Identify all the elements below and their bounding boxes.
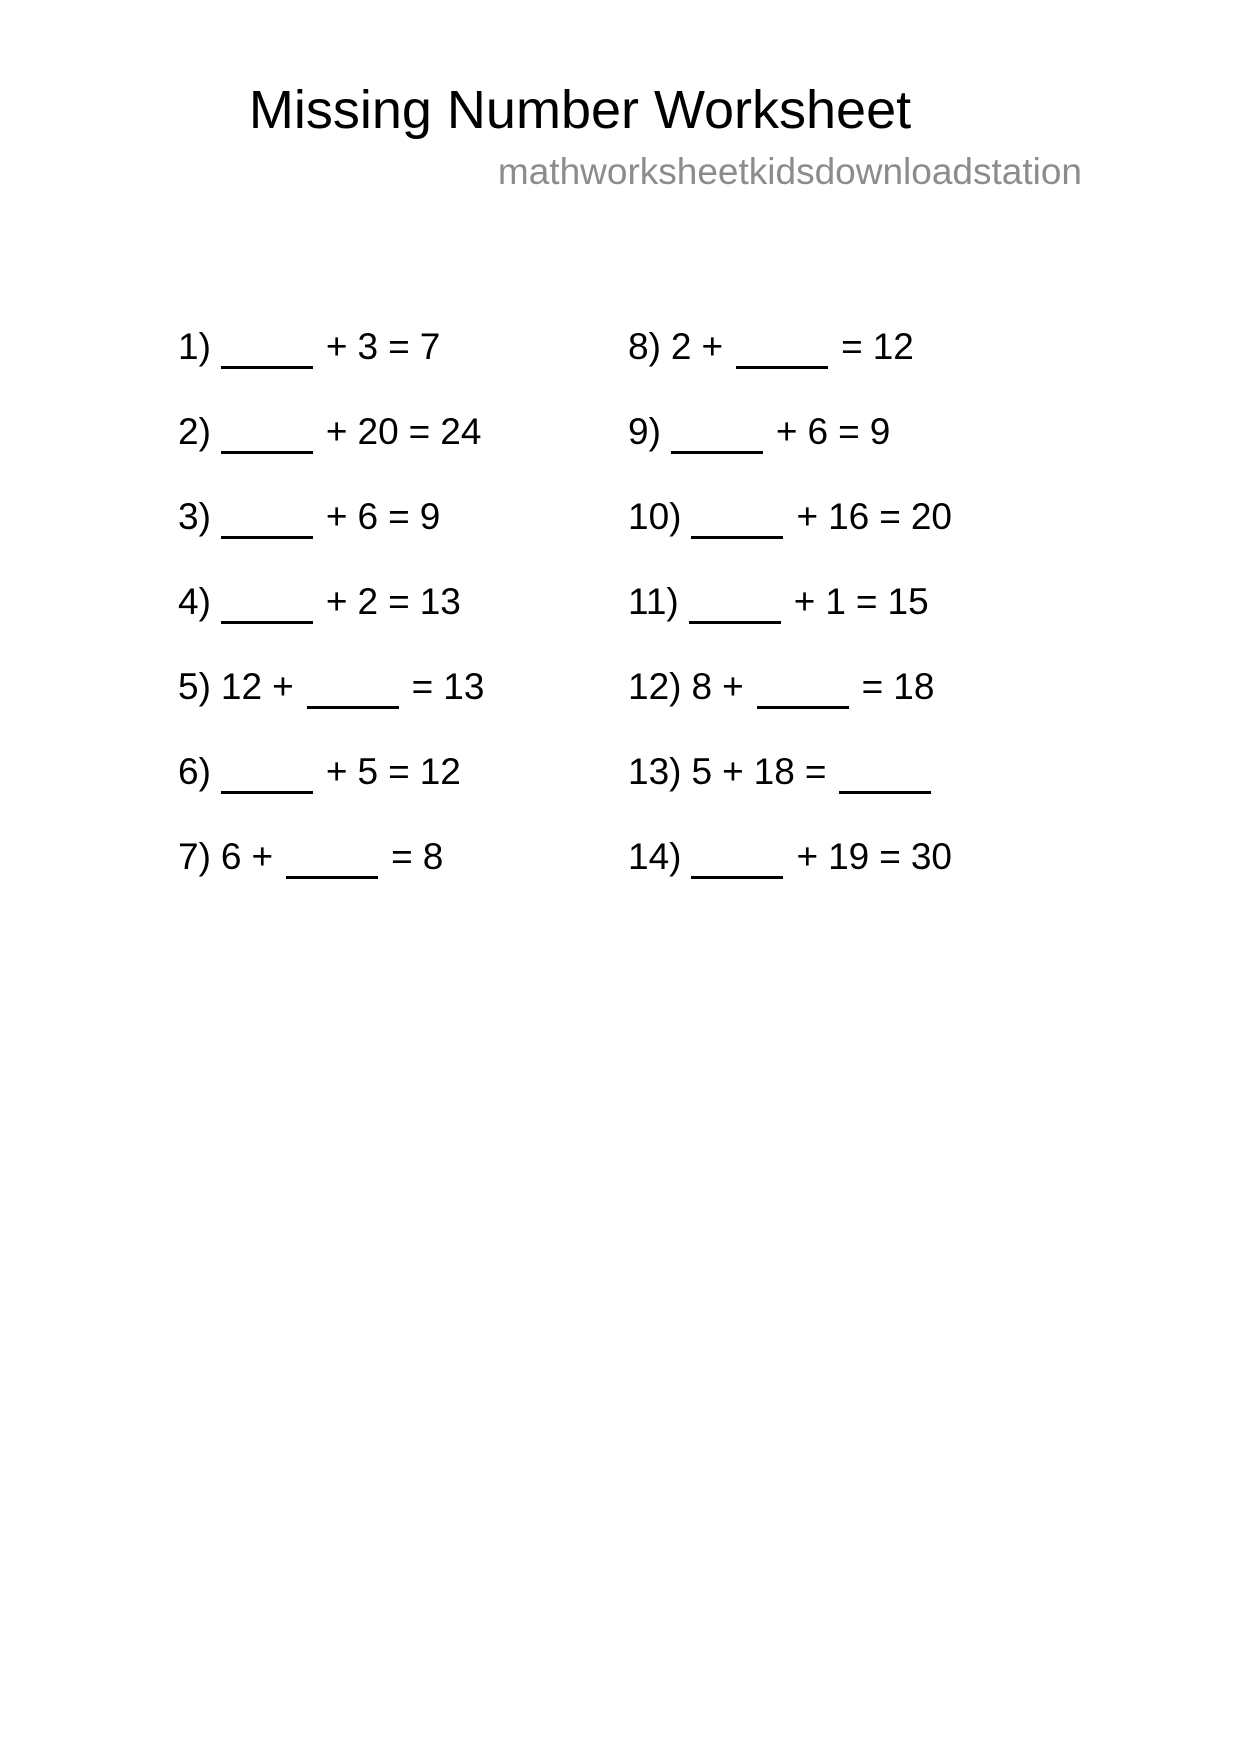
operator-symbol: + — [325, 411, 348, 452]
first-addend-value: 8 — [691, 666, 713, 707]
result-value: 13 — [419, 581, 461, 622]
problem-number: 5) — [178, 666, 211, 707]
problem-number: 14) — [628, 836, 682, 877]
answer-blank[interactable] — [689, 595, 781, 624]
equals-symbol: = — [388, 496, 410, 537]
answer-blank[interactable] — [286, 850, 378, 879]
equals-symbol: = — [879, 836, 901, 877]
addend-value: 18 — [753, 751, 795, 792]
answer-blank[interactable] — [221, 510, 313, 539]
addend-value: 3 — [357, 326, 379, 367]
site-watermark: mathworksheetkidsdownloadstation — [497, 150, 1082, 192]
operator-symbol: + — [775, 411, 798, 452]
first-addend-value: 6 — [220, 836, 242, 877]
equals-symbol: = — [804, 751, 827, 792]
problem-number: 13) — [628, 751, 682, 792]
addend-value: 16 — [828, 496, 870, 537]
answer-blank[interactable] — [307, 680, 399, 709]
answer-blank[interactable] — [757, 680, 849, 709]
answer-blank[interactable] — [736, 340, 828, 369]
problem-row — [628, 304, 1078, 389]
operator-symbol: + — [325, 326, 348, 367]
equals-symbol: = — [388, 751, 410, 792]
addend-value: 6 — [807, 411, 829, 452]
result-value: 12 — [872, 326, 914, 367]
problem-number: 3) — [178, 496, 211, 537]
result-value: 9 — [419, 496, 441, 537]
problem-number: 11) — [628, 581, 679, 622]
page-title: Missing Number Worksheet — [248, 80, 912, 140]
problem-number: 4) — [178, 581, 211, 622]
result-value: 18 — [893, 666, 935, 707]
equals-symbol: = — [411, 666, 434, 707]
equals-symbol: = — [838, 411, 860, 452]
operator-symbol: + — [325, 496, 348, 537]
problem-row — [628, 389, 1078, 474]
problem-row — [628, 559, 1078, 644]
result-value: 7 — [419, 326, 441, 367]
problem-number: 8) — [628, 326, 661, 367]
result-value: 9 — [869, 411, 891, 452]
problem-row — [178, 389, 628, 474]
result-value: 30 — [910, 836, 953, 877]
addend-value: 5 — [357, 751, 379, 792]
answer-blank[interactable] — [221, 340, 313, 369]
answer-blank[interactable] — [221, 425, 313, 454]
equals-symbol: = — [841, 326, 863, 367]
answer-blank[interactable] — [221, 595, 313, 624]
operator-symbol: + — [325, 751, 348, 792]
problem-row — [178, 474, 628, 559]
left-column — [178, 304, 628, 899]
problem-number: 10) — [628, 496, 682, 537]
answer-blank[interactable] — [221, 765, 313, 794]
first-addend-value: 5 — [691, 751, 713, 792]
addend-value: 2 — [357, 581, 379, 622]
right-column — [628, 304, 1078, 899]
result-value: 12 — [419, 751, 461, 792]
first-addend-value: 2 — [670, 326, 692, 367]
operator-symbol: + — [325, 581, 348, 622]
operator-symbol: + — [251, 836, 274, 877]
problem-row — [178, 304, 628, 389]
equals-symbol: = — [879, 496, 901, 537]
problem-row — [178, 644, 628, 729]
first-addend-value: 12 — [220, 666, 263, 707]
problem-row — [628, 644, 1078, 729]
problem-number: 2) — [178, 411, 211, 452]
addend-value: 6 — [357, 496, 379, 537]
answer-blank[interactable] — [839, 765, 931, 794]
problem-row — [178, 814, 628, 899]
result-value: 20 — [910, 496, 953, 537]
operator-symbol: + — [272, 666, 294, 707]
result-value: 13 — [443, 666, 485, 707]
problem-row — [628, 729, 1078, 814]
operator-symbol: + — [722, 751, 744, 792]
problem-number: 7) — [178, 836, 211, 877]
answer-blank[interactable] — [671, 425, 763, 454]
problem-number: 1) — [178, 326, 211, 367]
operator-symbol: + — [793, 581, 816, 622]
operator-symbol: + — [796, 836, 819, 877]
addend-value: 1 — [825, 581, 846, 622]
problem-row — [178, 729, 628, 814]
equals-symbol: = — [861, 666, 884, 707]
operator-symbol: + — [722, 666, 744, 707]
problem-number: 9) — [628, 411, 661, 452]
problem-row — [628, 814, 1078, 899]
addend-value: 19 — [828, 836, 870, 877]
equals-symbol: = — [855, 581, 878, 622]
answer-blank[interactable] — [691, 510, 783, 539]
equals-symbol: = — [388, 581, 410, 622]
problem-number: 12) — [628, 666, 682, 707]
problem-number: 6) — [178, 751, 211, 792]
operator-symbol: + — [701, 326, 724, 367]
answer-blank[interactable] — [691, 850, 783, 879]
problem-grid — [178, 304, 1078, 899]
equals-symbol: = — [388, 326, 410, 367]
worksheet-header — [0, 82, 1240, 192]
addend-value: 20 — [357, 411, 399, 452]
result-value: 24 — [440, 411, 482, 452]
problem-row — [178, 559, 628, 644]
equals-symbol: = — [408, 411, 431, 452]
equals-symbol: = — [391, 836, 413, 877]
result-value: 8 — [422, 836, 444, 877]
operator-symbol: + — [796, 496, 819, 537]
problem-row — [628, 474, 1078, 559]
result-value: 15 — [887, 581, 929, 622]
